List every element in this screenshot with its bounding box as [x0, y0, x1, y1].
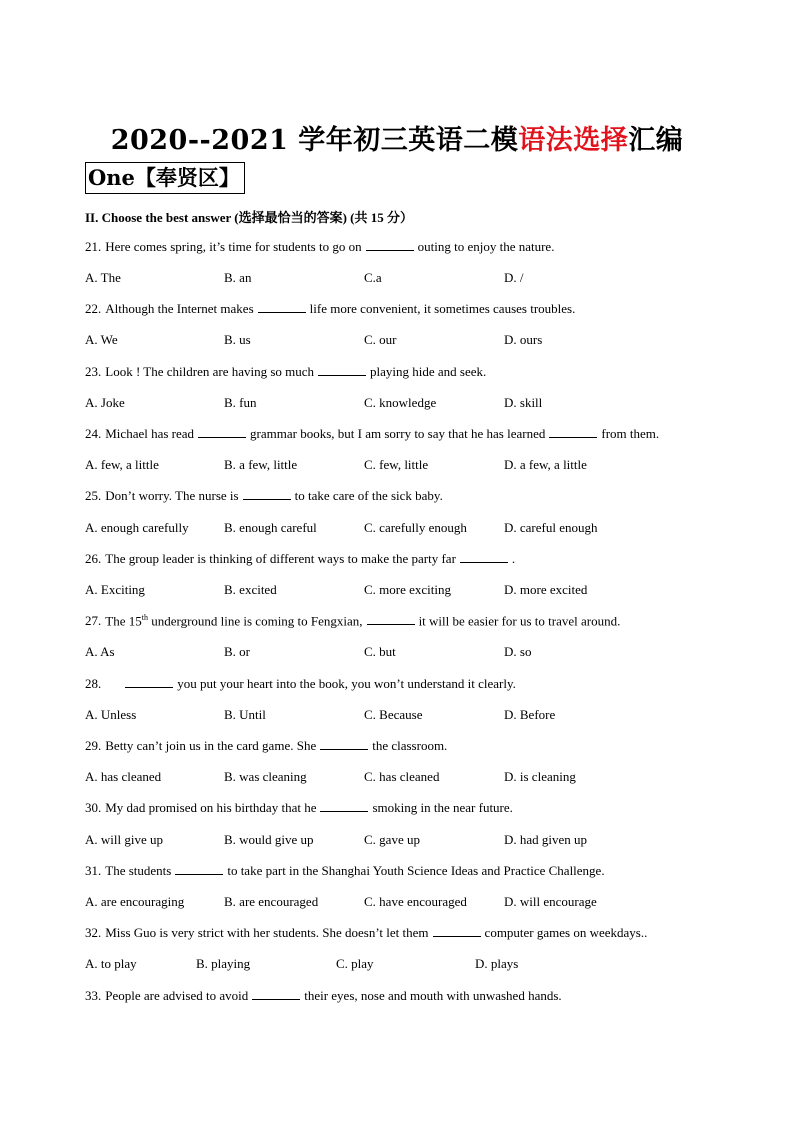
- option-b: B. us: [224, 332, 251, 347]
- section-heading: One【奉贤区】: [85, 162, 245, 194]
- option-d: D. will encourage: [504, 894, 597, 909]
- question-29: [85, 738, 447, 754]
- question-text: Look ! The children are having so much: [105, 364, 315, 379]
- option-a: A. are encouraging: [85, 894, 185, 909]
- option-d: D. Before: [504, 707, 556, 722]
- option-a: A. to play: [85, 956, 137, 971]
- question-26: [85, 551, 515, 567]
- option-c: C. our: [364, 332, 397, 347]
- answer-blank: [318, 364, 366, 376]
- question-text: My dad promised on his birthday that he: [105, 800, 317, 815]
- question-text: The students: [105, 863, 172, 878]
- question-text: life more convenient, it sometimes causes troubles.: [309, 301, 576, 316]
- title-part1: 2020--2021 学年初三英语二模: [110, 125, 519, 156]
- option-a: A. will give up: [85, 832, 163, 847]
- question-text: to take part in the Shanghai Youth Science Ideas and Practice Challenge.: [227, 863, 605, 878]
- option-b: B. or: [224, 644, 250, 659]
- option-b: B. enough careful: [224, 520, 317, 535]
- question-text: .: [511, 551, 516, 566]
- option-c: C. few, little: [364, 457, 429, 472]
- option-c: C.a: [364, 270, 382, 285]
- question-text: th: [141, 613, 148, 622]
- instruction-text: II. Choose the best answer (选择最恰当的答案) (共 15 分）: [85, 210, 414, 225]
- answer-blank: [243, 488, 291, 500]
- question-text: Here comes spring, it’s time for students to go on: [105, 239, 362, 254]
- question-text: smoking in the near future.: [372, 800, 513, 815]
- question-text: 26.: [85, 551, 102, 566]
- option-c: C. more exciting: [364, 582, 452, 597]
- question-text: 22.: [85, 301, 102, 316]
- question-33: [85, 988, 562, 1004]
- option-c: C. Because: [364, 707, 423, 722]
- question-text: 31.: [85, 863, 102, 878]
- question-text: 28.: [85, 676, 102, 691]
- option-c: C. has cleaned: [364, 769, 440, 784]
- option-b: B. are encouraged: [224, 894, 319, 909]
- option-d: D. plays: [475, 956, 519, 971]
- question-text: Michael has read: [105, 426, 195, 441]
- question-text: from them.: [601, 426, 660, 441]
- question-28: [85, 676, 516, 692]
- title-highlight: 语法选择: [518, 125, 629, 156]
- question-text: Miss Guo is very strict with her students. She doesn’t let them: [105, 925, 429, 940]
- question-text: playing hide and seek.: [370, 364, 487, 379]
- question-text: People are advised to avoid: [105, 988, 249, 1003]
- question-text: 25.: [85, 488, 102, 503]
- option-a: A. few, a little: [85, 457, 159, 472]
- question-text: 29.: [85, 738, 102, 753]
- question-text: Don’t worry. The nurse is: [105, 488, 239, 503]
- question-23: [85, 364, 486, 380]
- answer-blank: [125, 676, 173, 688]
- option-b: B. a few, little: [224, 457, 298, 472]
- option-a: A. As: [85, 644, 115, 659]
- question-text: you put your heart into the book, you won’t understand it clearly.: [177, 676, 516, 691]
- option-d: D. so: [504, 644, 532, 659]
- option-c: C. gave up: [364, 832, 420, 847]
- question-22: [85, 301, 575, 317]
- option-c: C. knowledge: [364, 395, 437, 410]
- title-part2: 汇编: [628, 125, 684, 156]
- answer-blank: [198, 426, 246, 438]
- option-d: D. had given up: [504, 832, 588, 847]
- answer-blank: [366, 239, 414, 251]
- question-32: [85, 925, 647, 941]
- question-text: The group leader is thinking of different ways to make the party far: [105, 551, 456, 566]
- option-b: B. fun: [224, 395, 257, 410]
- option-d: D. is cleaning: [504, 769, 576, 784]
- question-text: 30.: [85, 800, 102, 815]
- option-a: A. Unless: [85, 707, 137, 722]
- question-text: 33.: [85, 988, 102, 1003]
- question-text: 27.: [85, 613, 102, 629]
- question-text: Betty can’t join us in the card game. She: [105, 738, 317, 753]
- option-a: A. Exciting: [85, 582, 145, 597]
- option-b: B. an: [224, 270, 252, 285]
- option-c: C. but: [364, 644, 396, 659]
- question-24: [85, 426, 659, 442]
- option-b: B. Until: [224, 707, 266, 722]
- option-a: A. has cleaned: [85, 769, 162, 784]
- option-c: C. play: [336, 956, 374, 971]
- option-a: A. enough carefully: [85, 520, 189, 535]
- answer-blank: [460, 551, 508, 563]
- option-d: D. more excited: [504, 582, 588, 597]
- question-text: Although the Internet makes: [105, 301, 254, 316]
- question-27: [85, 613, 620, 629]
- question-text: 32.: [85, 925, 102, 940]
- question-text: to take care of the sick baby.: [294, 488, 443, 503]
- option-d: D. a few, a little: [504, 457, 587, 472]
- option-a: A. We: [85, 332, 118, 347]
- question-text: underground line is coming to Fengxian,: [151, 613, 363, 629]
- option-b: B. playing: [196, 956, 251, 971]
- question-text: grammar books, but I am sorry to say that he has learned: [250, 426, 546, 441]
- question-text: it will be easier for us to travel around.: [418, 613, 621, 629]
- answer-blank: [549, 426, 597, 438]
- question-text: The 15: [105, 613, 142, 629]
- option-b: B. was cleaning: [224, 769, 307, 784]
- option-d: D. skill: [504, 395, 543, 410]
- option-a: A. Joke: [85, 395, 125, 410]
- answer-blank: [320, 800, 368, 812]
- question-25: [85, 488, 443, 504]
- question-text: 21.: [85, 239, 102, 254]
- page-title: [0, 118, 794, 157]
- option-a: A. The: [85, 270, 121, 285]
- option-d: D. careful enough: [504, 520, 598, 535]
- option-c: C. carefully enough: [364, 520, 467, 535]
- question-text: their eyes, nose and mouth with unwashed hands.: [304, 988, 562, 1003]
- question-text: outing to enjoy the nature.: [417, 239, 555, 254]
- answer-blank: [320, 738, 368, 750]
- question-text: 24.: [85, 426, 102, 441]
- answer-blank: [252, 988, 300, 1000]
- answer-blank: [433, 925, 481, 937]
- option-d: D. ours: [504, 332, 543, 347]
- question-21: [85, 239, 554, 255]
- question-30: [85, 800, 513, 816]
- answer-blank: [367, 613, 415, 625]
- question-31: [85, 863, 605, 879]
- answer-blank: [258, 301, 306, 313]
- option-c: C. have encouraged: [364, 894, 467, 909]
- option-b: B. would give up: [224, 832, 314, 847]
- answer-blank: [175, 863, 223, 875]
- question-text: the classroom.: [372, 738, 448, 753]
- question-text: computer games on weekdays..: [484, 925, 648, 940]
- option-b: B. excited: [224, 582, 277, 597]
- question-text: 23.: [85, 364, 102, 379]
- option-d: D. /: [504, 270, 524, 285]
